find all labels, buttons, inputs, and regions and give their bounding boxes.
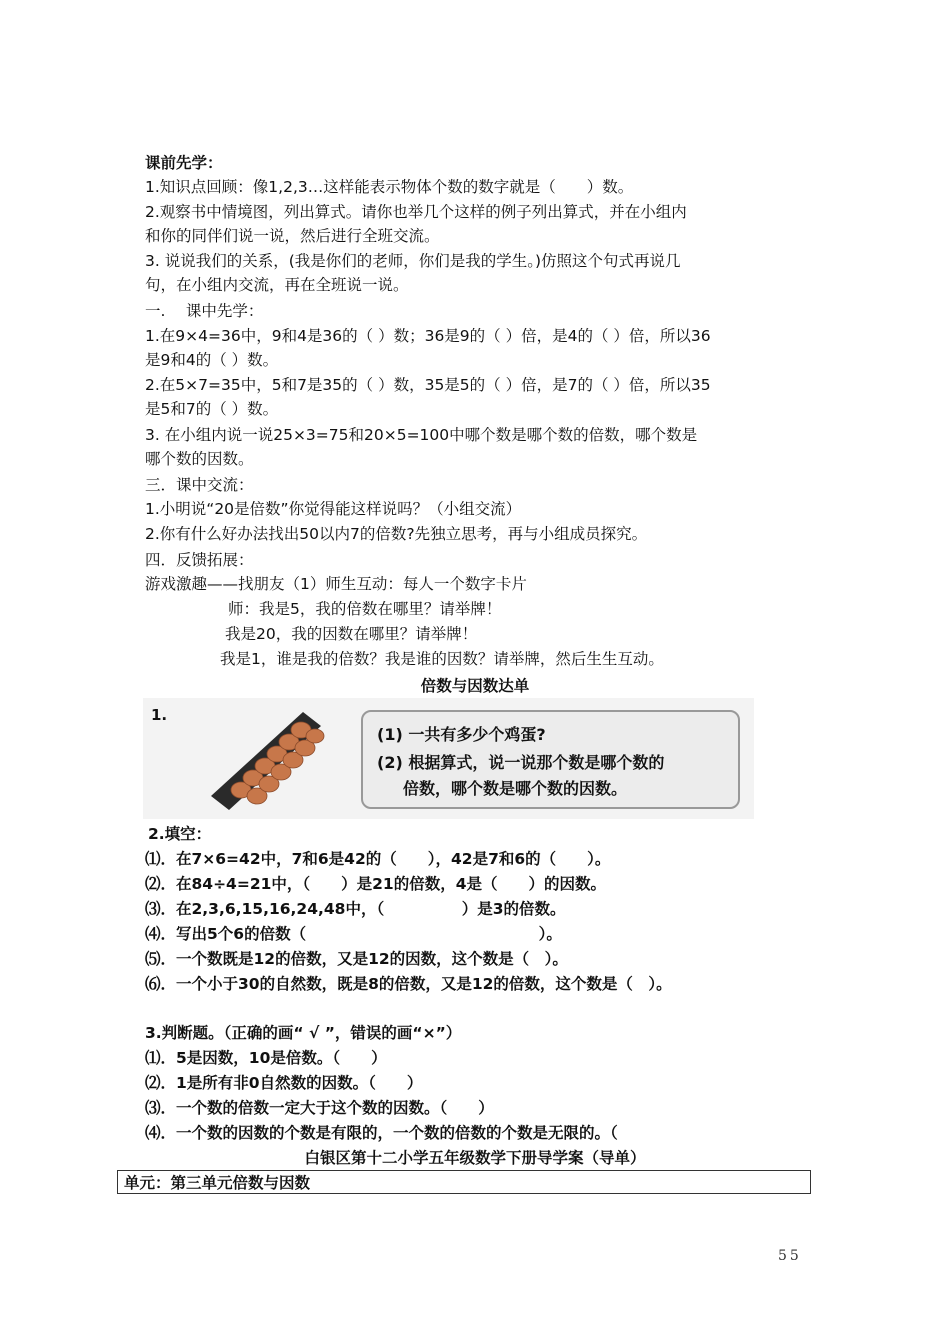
pre-study-q2-line2: 和你的同伴们说一说，然后进行全班交流。 [145, 227, 440, 245]
judge-item: ⑴．5是因数，10是倍数。（ ） [145, 1049, 387, 1067]
in-class-q3-line1: 3. 在小组内说一说25×3=75和20×5=100中哪个数是哪个数的倍数，哪个数是 [145, 426, 698, 444]
exchange-q2: 2.你有什么好办法找出50以内7的倍数?先独立思考，再与小组成员探究。 [145, 525, 648, 543]
figure-line2: (2) 根据算式，说一说那个数是哪个数的 [377, 753, 665, 772]
feedback-game: 游戏激趣——找朋友（1）师生互动：每人一个数字卡片 [145, 575, 527, 593]
in-class-q2-line2: 是5和7的（ ）数。 [145, 400, 279, 418]
pre-study-q1: 1.知识点回顾：像1,2,3…这样能表示物体个数的数字就是（ ）数。 [145, 178, 634, 196]
figure-line3: 倍数，哪个数是哪个数的因数。 [403, 779, 628, 798]
in-class-q1-line2: 是9和4的（ ）数。 [145, 351, 279, 369]
egg-figure [143, 698, 754, 819]
figure-question-box [361, 710, 740, 809]
judge-item: ⑶．一个数的倍数一定大于这个数的因数。（ ） [145, 1099, 494, 1117]
pre-study-title: 课前先学： [145, 154, 223, 172]
judge-item: ⑵．1是所有非0自然数的因数。（ ） [145, 1074, 423, 1092]
fill-title: 2.填空： [148, 825, 212, 843]
exchange-q1: 1.小明说“20是倍数”你觉得能这样说吗？（小组交流） [145, 500, 522, 518]
egg-tray-icon [203, 704, 343, 814]
in-class-q3-line2: 哪个数的因数。 [145, 450, 254, 468]
unit-label: 单元：第三单元倍数与因数 [117, 1170, 811, 1194]
fill-item: ⑶．在2,3,6,15,16,24,48中，（ ）是3的倍数。 [145, 900, 566, 918]
fill-item: ⑵．在84÷4=21中，（ ）是21的倍数，4是（ ）的因数。 [145, 875, 607, 893]
pre-study-q3-line2: 句，在小组内交流，再在全班说一说。 [145, 276, 409, 294]
in-class-q2-line1: 2.在5×7=35中，5和7是35的（ ）数，35是5的（ ）倍，是7的（ ）倍，所以35 [145, 376, 711, 394]
exchange-title: 三．课中交流： [145, 476, 254, 494]
feedback-line1: 师：我是5，我的倍数在哪里？请举牌！ [228, 600, 502, 618]
feedback-line3: 我是1，谁是我的倍数？我是谁的因数？请举牌，然后生生互动。 [220, 650, 664, 668]
pre-study-q2-line1: 2.观察书中情境图，列出算式。请你也举几个这样的例子列出算式，并在小组内 [145, 203, 687, 221]
fill-item: ⑴．在7×6=42中，7和6是42的（ ），42是7和6的（ ）。 [145, 850, 611, 868]
school-title: 白银区第十二小学五年级数学下册导学案（导单） [304, 1149, 646, 1167]
pre-study-q3-line1: 3. 说说我们的关系，(我是你们的老师，你们是我的学生。)仿照这个句式再说几 [145, 252, 681, 270]
fill-item: ⑷．写出5个6的倍数（ ）。 [145, 925, 562, 943]
feedback-title: 四．反馈拓展： [145, 551, 254, 569]
page-number: 55 [778, 1248, 802, 1264]
figure-line1: (1) 一共有多少个鸡蛋? [377, 725, 546, 744]
judge-item: ⑷．一个数的因数的个数是有限的，一个数的倍数的个数是无限的。（ [145, 1124, 618, 1142]
judge-title: 3.判断题。（正确的画“ √ ”，错误的画“×”） [145, 1024, 462, 1042]
in-class-q1-line1: 1.在9×4=36中，9和4是36的（ ）数；36是9的（ ）倍，是4的（ ）倍，所以36 [145, 327, 711, 345]
figure-number: 1. [151, 706, 168, 724]
fill-item: ⑸．一个数既是12的倍数，又是12的因数，这个数是（ ）。 [145, 950, 568, 968]
fill-item: ⑹．一个小于30的自然数，既是8的倍数，又是12的倍数，这个数是（ ）。 [145, 975, 672, 993]
feedback-line2: 我是20，我的因数在哪里？请举牌！ [225, 625, 478, 643]
quiz-title: 倍数与因数达单 [420, 677, 530, 695]
in-class-title: 一. 课中先学： [145, 302, 264, 320]
